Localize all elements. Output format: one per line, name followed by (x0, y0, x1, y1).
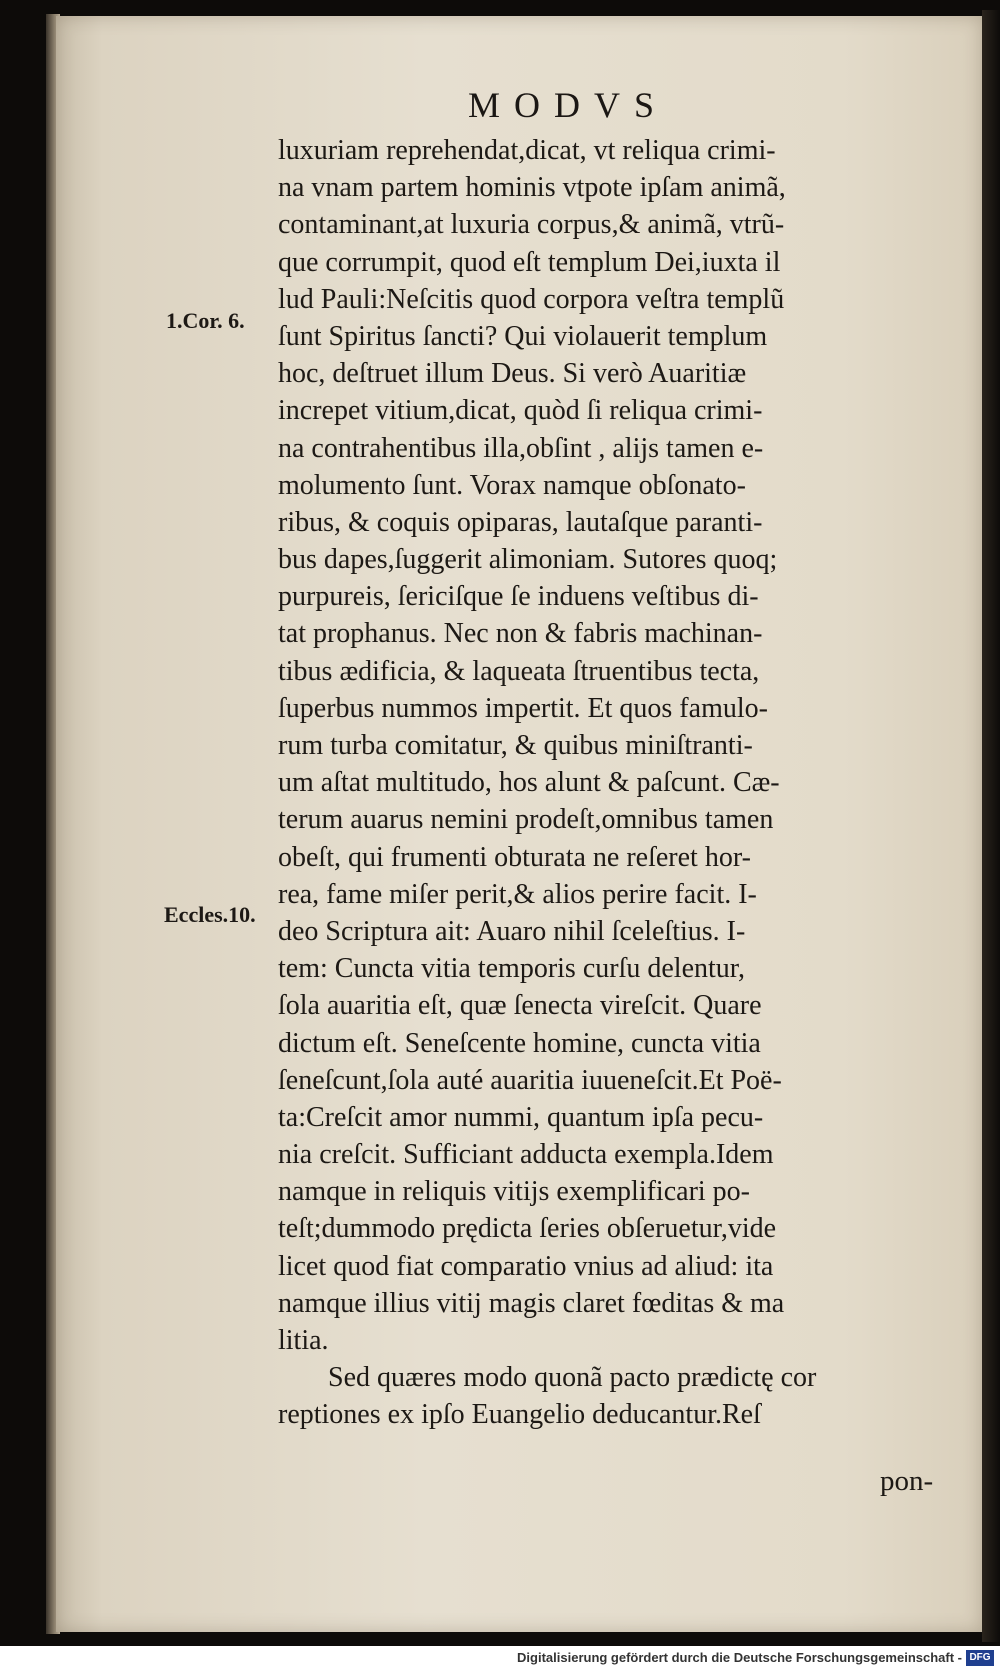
text-line: rum turba comitatur, & quibus miniſtranti- (278, 730, 753, 761)
text-line: deo Scriptura ait: Auaro nihil ſceleſtius. I- (278, 915, 746, 947)
text-line: ſuperbus nummos impertit. Et quos famulo- (278, 692, 768, 724)
text-line: rea, fame miſer perit,& alios perire facit. I- (278, 878, 757, 910)
text-line: que corrumpit, quod eſt templum Dei,iuxta il (278, 246, 781, 278)
text-line: molumento ſunt. Vorax namque obſonato- (278, 469, 746, 501)
text-line: ſunt Spiritus ſancti? Qui violauerit templum (278, 320, 768, 352)
text-line: namque in reliquis vitijs exemplificari po- (278, 1176, 750, 1208)
text-line: increpet vitium,dicat, quòd ſi reliqua crimi- (278, 395, 763, 427)
text-line: hoc, deſtruet illum Deus. Si verò Auaritiæ (278, 358, 747, 390)
text-line: licet quod fiat comparatio vnius ad aliud: ita (278, 1250, 774, 1282)
marginal-note-1cor: 1.Cor. 6. (166, 308, 245, 333)
text-line: tem: Cuncta vitia temporis curſu delentur, (278, 953, 745, 985)
text-line-paragraph-start: Sed quæres modo quonã pacto prædictę cor (328, 1362, 817, 1394)
text-line: luxuriam reprehendat,dicat, vt reliqua crimi- (278, 135, 776, 166)
text-line: litia. (278, 1325, 329, 1356)
page-edge-right (982, 10, 1000, 1642)
text-line: terum auarus nemini prodeſt,omnibus tamen (278, 804, 774, 836)
text-line: ſola auaritia eſt, quæ ſenecta vireſcit. Quare (278, 990, 762, 1022)
body-text (278, 132, 962, 1434)
text-line: ta:Creſcit amor nummi, quantum ipſa pecu- (278, 1101, 764, 1133)
digitization-note: Digitalisierung gefördert durch die Deutsche Forschungsgemeinschaft - (517, 1650, 962, 1665)
text-line: tibus ædificia, & laqueata ſtruentibus tecta, (278, 655, 760, 687)
catchword: pon- (880, 1465, 934, 1497)
text-line: tat prophanus. Nec non & fabris machinan- (278, 618, 763, 650)
text-line: teſt;dummodo prędicta ſeries obſeruetur,vide (278, 1213, 777, 1245)
running-head: MODVS (468, 85, 669, 125)
text-line: reptiones ex ipſo Euangelio deducantur.Reſ (278, 1399, 761, 1431)
text-line: um aſtat multitudo, hos alunt & paſcunt. Cæ- (278, 767, 780, 799)
text-line: na vnam partem hominis vtpote ipſam animã, (278, 172, 786, 204)
text-line: contaminant,at luxuria corpus,& animã, vtrũ- (278, 209, 785, 241)
text-line: na contrahentibus illa,obſint , alijs tamen e- (278, 432, 764, 464)
text-line: bus dapes,ſuggerit alimoniam. Sutores quoq; (278, 544, 778, 576)
text-line: namque illius vitij magis claret fœditas & ma (278, 1287, 785, 1319)
text-line: purpureis, ſericiſque ſe induens veſtibus di- (278, 581, 759, 613)
marginal-note-eccles: Eccles.10. (164, 902, 256, 927)
text-line: nia creſcit. Sufficiant adducta exempla.Idem (278, 1139, 774, 1171)
dfg-logo-icon: DFG (966, 1650, 994, 1666)
text-line: ſeneſcunt,ſola auté auaritia iuueneſcit.Et Poë- (278, 1064, 782, 1096)
text-line: lud Pauli:Neſcitis quod corpora veſtra templũ (278, 283, 785, 315)
text-line: ribus, & coquis opiparas, lautaſque paranti- (278, 506, 763, 538)
text-line: obeſt, qui frumenti obturata ne reſeret hor- (278, 841, 751, 873)
text-line: dictum eſt. Seneſcente homine, cuncta vitia (278, 1027, 761, 1059)
